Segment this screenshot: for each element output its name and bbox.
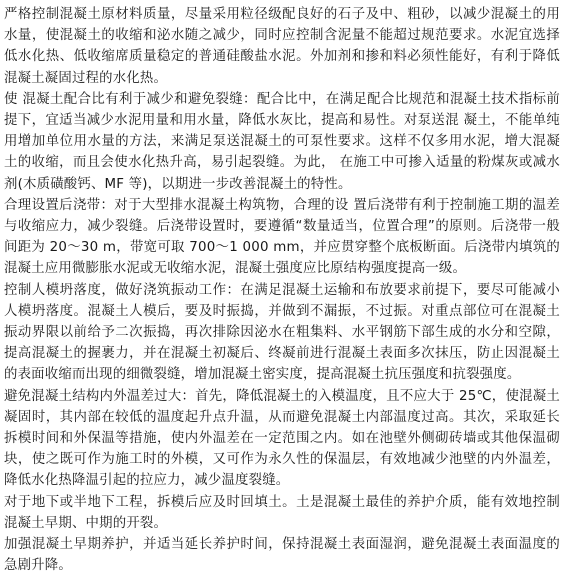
paragraph-slump-and-vibration: 控制人模坍落度，做好浇筑振动工作：在满足混凝土运输和布放要求前提下，要尽可能减小人模坍落度。混凝土人模后，要及时振捣，并做到不漏振，不过振。对重点部位可在混凝土振动界限以前给予二次振捣，再次排除因泌水在粗集料、水平钢筋下部生成的水分和空隙，提高混凝土的握裹力，并在混凝土初凝后、终凝前进行混凝土表面多次抹压，防止因混凝土的表面收缩而出现的细微裂缝，增加混凝土密实度，提高混凝土抗压强度和抗裂强度。	[4, 282, 560, 383]
paragraph-raw-material-quality: 严格控制混凝土原材料质量，尽量采用粒径级配良好的石子及中、粗砂，以减少混凝土的用水量，使混凝土的收缩和泌水随之减少，同时应控制含泥量不能超过规范要求。水泥宜选择低水化热、低收缩席质量稳定的普通硅酸盐水泥。外加剂和掺和料必须性能好，有利于降低混凝土凝固过程的水化热。	[4, 7, 560, 86]
document-body	[4, 4, 560, 576]
paragraph-post-pouring-strip: 合理设置后浇带：对于大型排水混凝土构筑物，合理的设 置后浇带有利于控制施工期的温差与收缩应力，减少裂缝。后浇带设置时，要遵循“数量适当，位置合理”的原则。后浇带一般间距为 20～30 m，带宽可取 700～1 000 mm，并应贯穿整个底板断面。后浇带内填筑的混凝土应用微膨胀水泥或无收缩水泥，混凝土强度应比原结构强度提高一级。	[4, 197, 560, 277]
paragraph-backfill: 对于地下或半地下工程，拆模后应及时回填土。土是混凝土最佳的养护介质，能有效地控制混凝土早期、中期的开裂。	[4, 494, 560, 531]
paragraph-temperature-difference: 避免混凝土结构内外温差过大：首先，降低混凝土的入模温度，且不应大于 25℃，使混凝土凝固时，其内部在较低的温度起升点升温，从而避免混凝土内部温度过高。其次，采取延长拆模时间和外保温等措施，使内外温差在一定范围之内。如在池壁外侧砌砖墙或其他保温砌块，使之既可作为施工时的外模，又可作为永久性的保温层，有效地减少池壁的内外温差，降低水化热降温引起的拉应力，减少温度裂缝。	[4, 388, 560, 489]
paragraph-early-curing: 加强混凝土早期养护，并适当延长养护时间，保持混凝土表面湿润，避免混凝土表面温度的急剧升降。	[4, 537, 560, 574]
paragraph-mix-proportion: 使 混凝土配合比有利于减少和避免裂缝：配合比中，在满足配合比规范和混凝土技术指标前提下，宜适当减少水泥用量和用水量，降低水灰比，提高和易性。对泵送混 凝土，不能单纯用增加单位用水量的方法，来满足泵送混凝土的可泵性要求。这样不仅多用水泥，增大混凝土的收缩，而且会使水化热升高，易引起裂缝。为此， 在施工中可掺入适量的粉煤灰或减水剂(木质磺酸钙、MF 等)，以期进一步改善混凝土的特性。	[4, 91, 560, 192]
